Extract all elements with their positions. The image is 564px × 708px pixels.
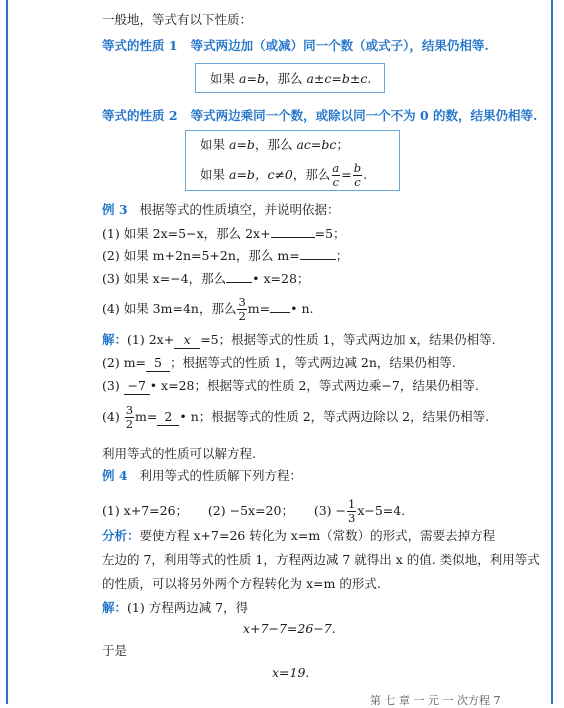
- if-word: 如果: [210, 71, 236, 86]
- property-2-box: [185, 130, 400, 191]
- then-word: ，那么: [292, 167, 331, 182]
- denominator: 3: [348, 511, 356, 525]
- denominator: c: [332, 175, 340, 189]
- solution-text: =5；根据等式的性质 1，等式两边加 x，结果仍相等.: [200, 332, 496, 347]
- property-2-text: 等式两边乘同一个数，或除以同一个不为 0 的数，结果仍相等.: [190, 108, 538, 123]
- numerator: b: [353, 161, 362, 175]
- analysis-line-1: [102, 528, 495, 544]
- example-3-question-3: [102, 270, 309, 287]
- solution-pre: m=: [135, 409, 158, 424]
- denominator: 2: [238, 309, 246, 323]
- var-b: b: [256, 71, 265, 86]
- solution-label: 解：: [102, 332, 128, 347]
- property-1-statement: [210, 71, 371, 87]
- condition: a=b: [229, 167, 255, 182]
- example-3-solution-3: [102, 378, 479, 395]
- page-footer: 第 七 章 一 元 一 次方程 7: [370, 694, 501, 707]
- property-2-label: 等式的性质 2: [102, 108, 178, 123]
- numerator: 1: [348, 497, 356, 511]
- equals: =: [246, 71, 257, 86]
- question-text: 如果 2x=5−x，那么 2x+: [123, 226, 271, 241]
- solution-equation-2: x=19.: [272, 665, 310, 680]
- solution-step-text: (1) 方程两边减 7，得: [127, 600, 249, 615]
- question-text: 如果 x=−4，那么: [123, 271, 227, 286]
- equation-3: [313, 497, 406, 525]
- if-word: 如果: [200, 137, 226, 152]
- example-4-title: 利用等式的性质解下列方程：: [139, 468, 302, 483]
- numerator: 3: [238, 295, 246, 309]
- numerator: a: [332, 161, 340, 175]
- question-tail: • x=28；: [252, 271, 310, 286]
- example-3-question-1: [102, 225, 346, 242]
- answer-blank: [300, 247, 336, 260]
- example-3-solution-2: [102, 355, 456, 372]
- item-number: (2): [102, 355, 120, 370]
- example-3-title: 根据等式的性质填空，并说明依据：: [139, 202, 340, 217]
- fraction-b-over-c: [353, 162, 362, 189]
- item-number: (2): [102, 248, 120, 263]
- analysis-line-2: 左边的 7，利用等式的性质 1，方程两边减 7 就得出 x 的值. 类似地，利用等式: [102, 552, 540, 567]
- semicolon: ；: [336, 137, 349, 152]
- var-a: a: [239, 71, 247, 86]
- example-4-equations: [102, 498, 405, 525]
- equals: =: [341, 167, 352, 182]
- question-text: 如果 m+2n=5+2n，那么 m=: [123, 248, 300, 263]
- example-4-heading: [102, 468, 302, 484]
- question-mid: m=: [247, 301, 271, 316]
- period: .: [367, 71, 372, 86]
- answer-blank: [270, 300, 290, 313]
- result: ac=bc: [296, 137, 337, 152]
- intro-text: 一般地，等式有以下性质：: [102, 12, 253, 27]
- property-1-formula: a±c=b±c: [306, 71, 368, 86]
- equation-1: (1) x+7=26；: [102, 503, 189, 518]
- page-frame: [6, 0, 553, 704]
- numerator: 3: [125, 403, 134, 417]
- nonzero-condition: ，c≠0: [254, 167, 293, 182]
- answer-blank: [271, 225, 315, 238]
- analysis-text: 要使方程 x+7=26 转化为 x=m（常数）的形式，需要去掉方程: [139, 528, 496, 543]
- answer-blank: [226, 270, 252, 283]
- item-number: (4): [102, 409, 120, 424]
- question-tail: ；: [335, 248, 349, 263]
- property-1-label: 等式的性质 1: [102, 38, 178, 53]
- example-3-question-2: [102, 247, 348, 264]
- property-1-box: [195, 63, 385, 93]
- example-4-label: 例 4: [102, 468, 128, 483]
- item-number: (1): [102, 226, 120, 241]
- solution-label: 解：: [102, 600, 128, 615]
- item-number: (4): [102, 301, 120, 316]
- property-2-line-1: [200, 137, 349, 153]
- fraction-3-over-2: [125, 404, 134, 431]
- solution-pre: 2x+: [148, 332, 175, 347]
- solution-text: • x=28；根据等式的性质 2，等式两边乘−7，结果仍相等.: [149, 378, 479, 393]
- analysis-line-3: 的性质，可以将另外两个方程转化为 x=m 的形式.: [102, 576, 381, 591]
- example-3-solution-4: [102, 404, 489, 431]
- solution-pre: m=: [123, 355, 147, 370]
- equation-3-suffix: x−5=4.: [357, 503, 406, 518]
- example-3-label: 例 3: [102, 202, 128, 217]
- solution-equation-1: x+7−7=26−7.: [243, 621, 336, 636]
- period: .: [363, 167, 368, 182]
- solution-text: • n；根据等式的性质 2，等式两边除以 2，结果仍相等.: [179, 409, 490, 424]
- filled-answer: 5: [146, 355, 170, 372]
- example-3-solution-1: [102, 332, 496, 349]
- analysis-label: 分析：: [102, 528, 140, 543]
- fraction-a-over-c: [331, 162, 340, 189]
- then-text: 于是: [102, 643, 128, 658]
- item-number: (1): [127, 332, 145, 347]
- property-2-heading: [102, 108, 537, 124]
- filled-answer: −7: [124, 378, 150, 395]
- filled-answer: x: [174, 332, 200, 349]
- property-2-line-2: [200, 162, 367, 189]
- question-text: 如果 3m=4n，那么: [123, 301, 237, 316]
- property-1-heading: [102, 38, 489, 54]
- then-word: ，那么: [264, 71, 303, 86]
- solution-text: ；根据等式的性质 1，等式两边减 2n，结果仍相等.: [170, 355, 456, 370]
- fraction-1-over-3: [347, 498, 356, 525]
- example-3-question-4: [102, 296, 314, 323]
- usage-text: 利用等式的性质可以解方程.: [102, 446, 256, 461]
- equation-2: (2) −5x=20；: [207, 503, 294, 518]
- denominator: c: [354, 175, 361, 189]
- condition: a=b: [229, 137, 255, 152]
- then-word: ，那么: [254, 137, 293, 152]
- fraction-3-over-2: [237, 296, 246, 323]
- property-1-text: 等式两边加（或减）同一个数（或式子），结果仍相等.: [190, 38, 489, 53]
- denominator: 2: [125, 417, 134, 431]
- example-3-heading: [102, 202, 340, 218]
- item-number: (3): [102, 271, 120, 286]
- if-word: 如果: [200, 167, 226, 182]
- question-tail: =5；: [314, 226, 346, 241]
- question-tail: • n.: [290, 301, 314, 316]
- solution-step-1: [102, 600, 248, 616]
- item-number: (3): [102, 378, 120, 393]
- filled-answer: 2: [157, 409, 179, 426]
- equation-3-prefix: (3) −: [313, 503, 346, 518]
